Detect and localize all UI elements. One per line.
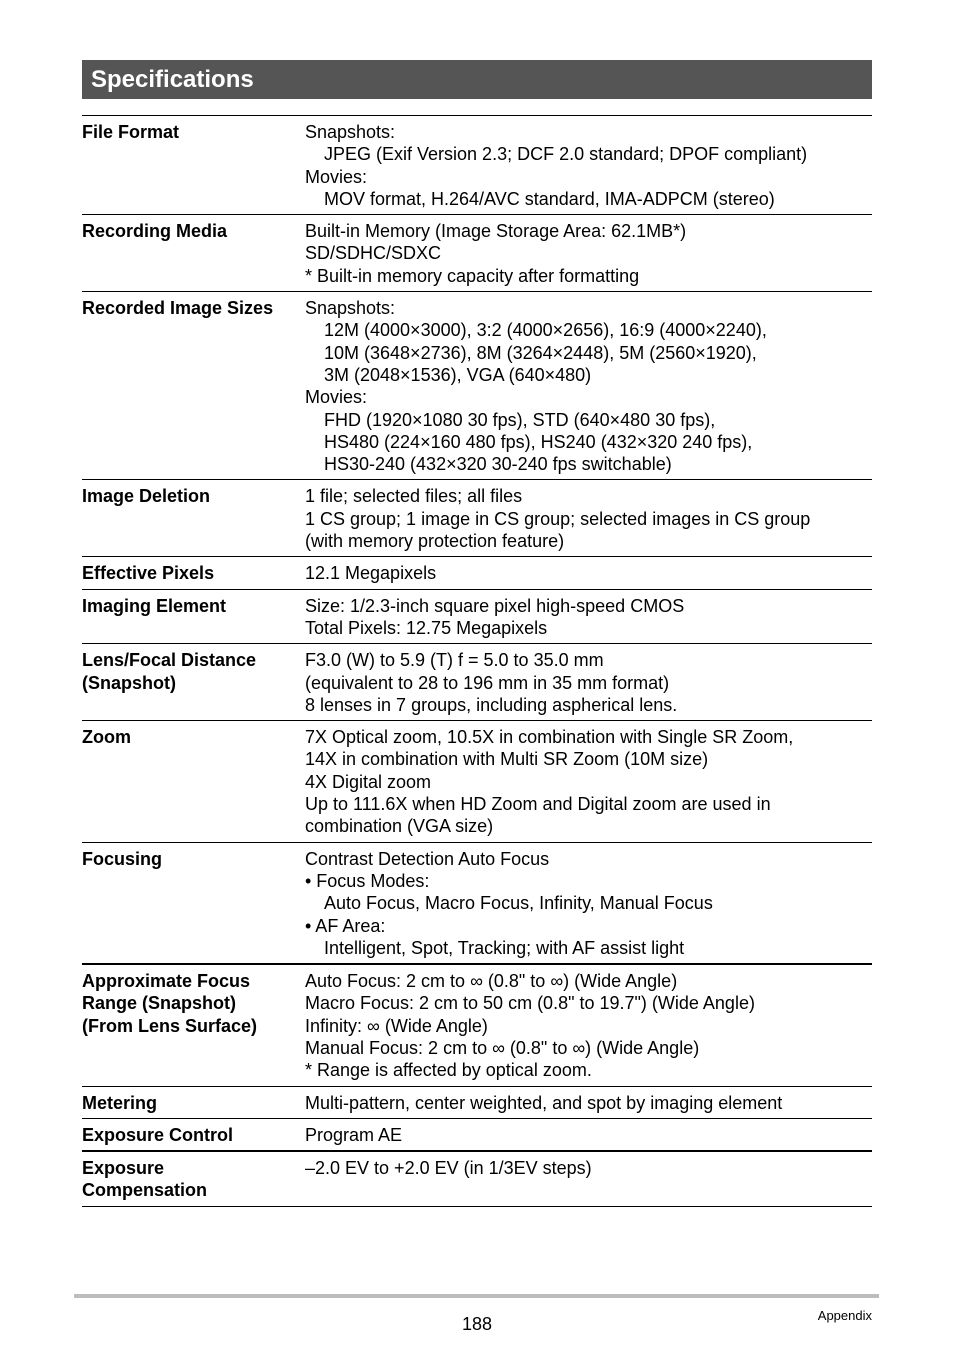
spec-value-line: Snapshots: bbox=[305, 298, 396, 319]
spec-value-line: Macro Focus: 2 cm to 50 cm (0.8" to 19.7") (Wide Angle) bbox=[305, 993, 755, 1014]
spec-value-line: Contrast Detection Auto Focus bbox=[305, 848, 550, 869]
spec-row bbox=[82, 292, 872, 480]
spec-value-line: Movies: bbox=[305, 387, 368, 408]
page-number: 188 bbox=[461, 1314, 493, 1334]
spec-row bbox=[82, 721, 872, 842]
spec-value bbox=[305, 1157, 872, 1202]
spec-value-line: JPEG (Exif Version 2.3; DCF 2.0 standard; DPOF compliant) bbox=[324, 144, 808, 165]
spec-label: Recording Media bbox=[82, 221, 228, 242]
spec-value bbox=[305, 1092, 872, 1114]
spec-value-line: (equivalent to 28 to 196 mm in 35 mm format) bbox=[305, 672, 670, 693]
spec-value-line: HS480 (224×160 480 fps), HS240 (432×320 240 fps), bbox=[324, 431, 753, 452]
spec-value bbox=[305, 121, 872, 210]
spec-value-line: Auto Focus, Macro Focus, Infinity, Manual Focus bbox=[324, 893, 713, 914]
spec-value bbox=[305, 485, 872, 552]
spec-label: Lens/Focal Distance (Snapshot) bbox=[82, 650, 257, 693]
spec-value-line: 12.1 Megapixels bbox=[305, 563, 437, 584]
footer-divider bbox=[74, 1294, 879, 1298]
spec-value-line: • AF Area: bbox=[305, 915, 386, 936]
spec-value bbox=[305, 562, 872, 584]
spec-row bbox=[82, 590, 872, 645]
spec-label: Approximate Focus Range (Snapshot) (From Lens Surface) bbox=[82, 971, 258, 1036]
spec-value-line: 3M (2048×1536), VGA (640×480) bbox=[324, 364, 592, 385]
spec-row bbox=[82, 480, 872, 557]
spec-value bbox=[305, 297, 872, 475]
spec-row bbox=[82, 644, 872, 721]
spec-value bbox=[305, 595, 872, 640]
spec-value-line: • Focus Modes: bbox=[305, 870, 430, 891]
spec-row bbox=[82, 965, 872, 1086]
spec-value-line: F3.0 (W) to 5.9 (T) f = 5.0 to 35.0 mm bbox=[305, 650, 604, 671]
spec-label: Metering bbox=[82, 1092, 158, 1113]
spec-row bbox=[82, 1152, 872, 1207]
spec-value-line: HS30-240 (432×320 30-240 fps switchable) bbox=[324, 454, 672, 475]
spec-value bbox=[305, 1124, 872, 1146]
spec-value-line: 7X Optical zoom, 10.5X in combination with Single SR Zoom, bbox=[305, 727, 794, 748]
spec-value-line: Snapshots: bbox=[305, 122, 396, 142]
spec-value-line: Movies: bbox=[305, 166, 368, 187]
spec-label: Recorded Image Sizes bbox=[82, 298, 274, 319]
spec-value-line: Infinity: ∞ (Wide Angle) bbox=[305, 1015, 488, 1036]
spec-value-line: SD/SDHC/SDXC bbox=[305, 243, 442, 264]
spec-value-line: 4X Digital zoom bbox=[305, 771, 432, 792]
spec-value bbox=[305, 220, 872, 287]
specifications-table bbox=[82, 115, 872, 1207]
spec-value-line: Program AE bbox=[305, 1124, 403, 1145]
spec-value-line: 14X in combination with Multi SR Zoom (10M size) bbox=[305, 749, 709, 770]
spec-value-line: Built-in Memory (Image Storage Area: 62.1MB*) bbox=[305, 221, 687, 242]
spec-value-line: Up to 111.6X when HD Zoom and Digital zoom are used in bbox=[305, 794, 771, 815]
spec-value-line: 12M (4000×3000), 3:2 (4000×2656), 16:9 (4000×2240), bbox=[324, 320, 767, 341]
spec-label: Zoom bbox=[82, 727, 131, 748]
spec-row bbox=[82, 843, 872, 965]
section-name: Appendix bbox=[817, 1308, 872, 1323]
spec-value bbox=[305, 848, 872, 959]
spec-row bbox=[82, 215, 872, 292]
spec-value-line: Multi-pattern, center weighted, and spot by imaging element bbox=[305, 1092, 783, 1113]
spec-value bbox=[305, 726, 872, 837]
spec-row bbox=[82, 116, 872, 215]
spec-label: File Format bbox=[82, 122, 180, 142]
spec-label: Exposure Compensation bbox=[82, 1158, 208, 1201]
spec-value-line: Auto Focus: 2 cm to ∞ (0.8" to ∞) (Wide Angle) bbox=[305, 971, 678, 992]
section-title-bar bbox=[82, 60, 872, 99]
spec-row bbox=[82, 1119, 872, 1152]
spec-value bbox=[305, 970, 872, 1081]
spec-value-line: * Built-in memory capacity after formatting bbox=[305, 265, 640, 286]
spec-value-line: Size: 1/2.3-inch square pixel high-speed CMOS bbox=[305, 595, 685, 616]
spec-label: Exposure Control bbox=[82, 1124, 234, 1145]
spec-value-line: 1 CS group; 1 image in CS group; selected images in CS group bbox=[305, 508, 811, 529]
spec-value-line: Manual Focus: 2 cm to ∞ (0.8" to ∞) (Wide Angle) bbox=[305, 1037, 700, 1058]
spec-value-line: (with memory protection feature) bbox=[305, 531, 565, 552]
spec-row bbox=[82, 557, 872, 589]
spec-label: Imaging Element bbox=[82, 595, 227, 616]
spec-value-line: 1 file; selected files; all files bbox=[305, 486, 523, 507]
page-title: Specifications bbox=[91, 65, 254, 93]
spec-value-line: –2.0 EV to +2.0 EV (in 1/3EV steps) bbox=[305, 1158, 592, 1179]
spec-value-line: 8 lenses in 7 groups, including aspherical lens. bbox=[305, 694, 678, 715]
spec-value-line: 10M (3648×2736), 8M (3264×2448), 5M (2560×1920), bbox=[324, 342, 757, 363]
spec-value-line: combination (VGA size) bbox=[305, 816, 494, 837]
spec-value-line: Intelligent, Spot, Tracking; with AF assist light bbox=[324, 937, 685, 958]
spec-label: Focusing bbox=[82, 848, 162, 869]
spec-value-line: Total Pixels: 12.75 Megapixels bbox=[305, 617, 548, 638]
spec-value-line: MOV format, H.264/AVC standard, IMA-ADPCM (stereo) bbox=[324, 188, 775, 209]
spec-label: Effective Pixels bbox=[82, 563, 215, 584]
spec-label: Image Deletion bbox=[82, 486, 211, 507]
spec-row bbox=[82, 1087, 872, 1119]
spec-value-line: * Range is affected by optical zoom. bbox=[305, 1060, 592, 1081]
spec-value-line: FHD (1920×1080 30 fps), STD (640×480 30 fps), bbox=[324, 409, 716, 430]
spec-value bbox=[305, 649, 872, 716]
